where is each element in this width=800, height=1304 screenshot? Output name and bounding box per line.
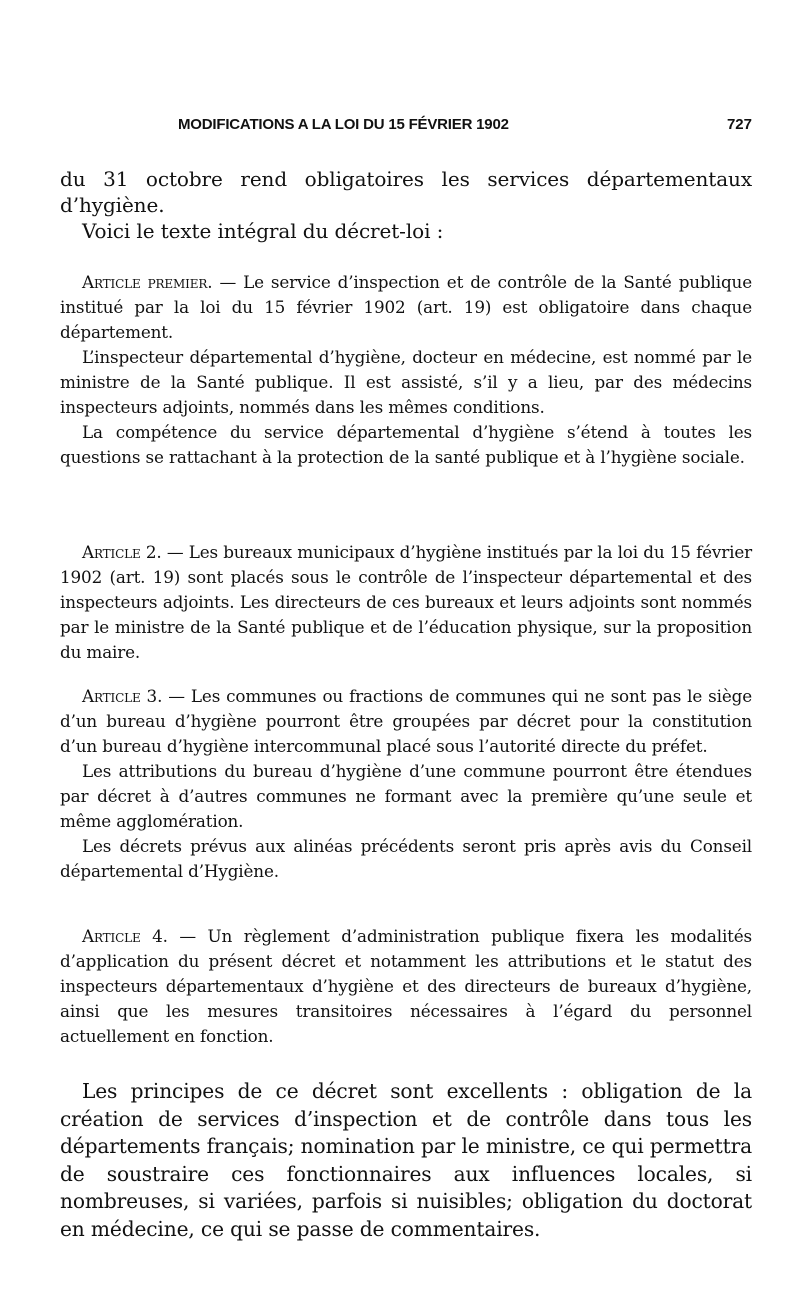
running-header (60, 116, 752, 140)
article-paragraph (60, 684, 752, 759)
article-label: Article 2. (82, 542, 162, 562)
article-label: Article premier. (82, 272, 213, 292)
article-paragraph: L’inspecteur départemental d’hygiène, docteur en médecine, est nommé par le ministre de la Santé publique. Il est assisté, s’il y a lieu, par des médecins inspecteurs adjoints, nommés dans les mêmes conditions. (60, 347, 752, 417)
article-paragraph (60, 540, 752, 665)
article-paragraph: La compétence du service départemental d’hygiène s’étend à toutes les questions se rattachant à la protection de la santé publique et à l’hygiène sociale. (60, 422, 752, 467)
article-text: — Les communes ou fractions de communes qui ne sont pas le siège d’un bureau d’hygiène pourront être groupées par décret pour la constitution d’un bureau d’hygiène intercommunal placé sous l’autorité directe du préfet. (60, 686, 752, 756)
article-paragraph (60, 924, 752, 1049)
article-text: — Un règlement d’administration publique fixera les modalités d’application du présent décret et notamment les attributions et le statut des inspecteurs départementaux d’hygiène et des directeurs de bureaux d’hygiène, ainsi que les mesures transitoires nécessaires à l’égard du personnel actuellement en fonction. (60, 926, 752, 1046)
article-text: — Les bureaux municipaux d’hygiène institués par la loi du 15 février 1902 (art. 19) sont placés sous le contrôle de l’inspecteur départemental et des inspecteurs adjoints. Les directeurs de ces bureaux et leurs adjoints sont nommés par le ministre de la Santé publique et de l’éducation physique, sur la proposition du maire. (60, 542, 752, 662)
commentary-section (60, 1078, 752, 1243)
intro-paragraph: Voici le texte intégral du décret-loi : (82, 219, 444, 243)
article-paragraph: Les attributions du bureau d’hygiène d’une commune pourront être étendues par décret à d’autres communes ne formant avec la première qu’une seule et même agglomération. (60, 761, 752, 831)
article-paragraph (60, 270, 752, 345)
article-4 (60, 924, 752, 1049)
running-title: MODIFICATIONS A LA LOI DU 15 FÉVRIER 1902 (178, 116, 509, 133)
article-text: — Le service d’inspection et de contrôle de la Santé publique institué par la loi du 15 février 1902 (art. 19) est obligatoire dans chaque département. (60, 272, 752, 342)
article-paragraph: Les décrets prévus aux alinéas précédents seront pris après avis du Conseil départemental d’Hygiène. (60, 836, 752, 881)
article-3 (60, 684, 752, 884)
article-1 (60, 270, 752, 470)
article-label: Article 3. (82, 686, 163, 706)
page-number: 727 (726, 116, 752, 133)
commentary-paragraph: Les principes de ce décret sont excellents : obligation de la création de services d’inspection et de contrôle dans tous les départements français; nomination par le ministre, ce qui permettra de soustraire ces fonctionnaires aux influences locales, si nombreuses, si variées, parfois si nuisibles; obligation du doctorat en médecine, ce qui se passe de commentaires. (60, 1079, 752, 1241)
intro-section (60, 166, 752, 244)
article-label: Article 4. (82, 926, 168, 946)
article-2 (60, 540, 752, 665)
intro-paragraph: du 31 octobre rend obligatoires les services départementaux d’hygiène. (60, 167, 752, 217)
